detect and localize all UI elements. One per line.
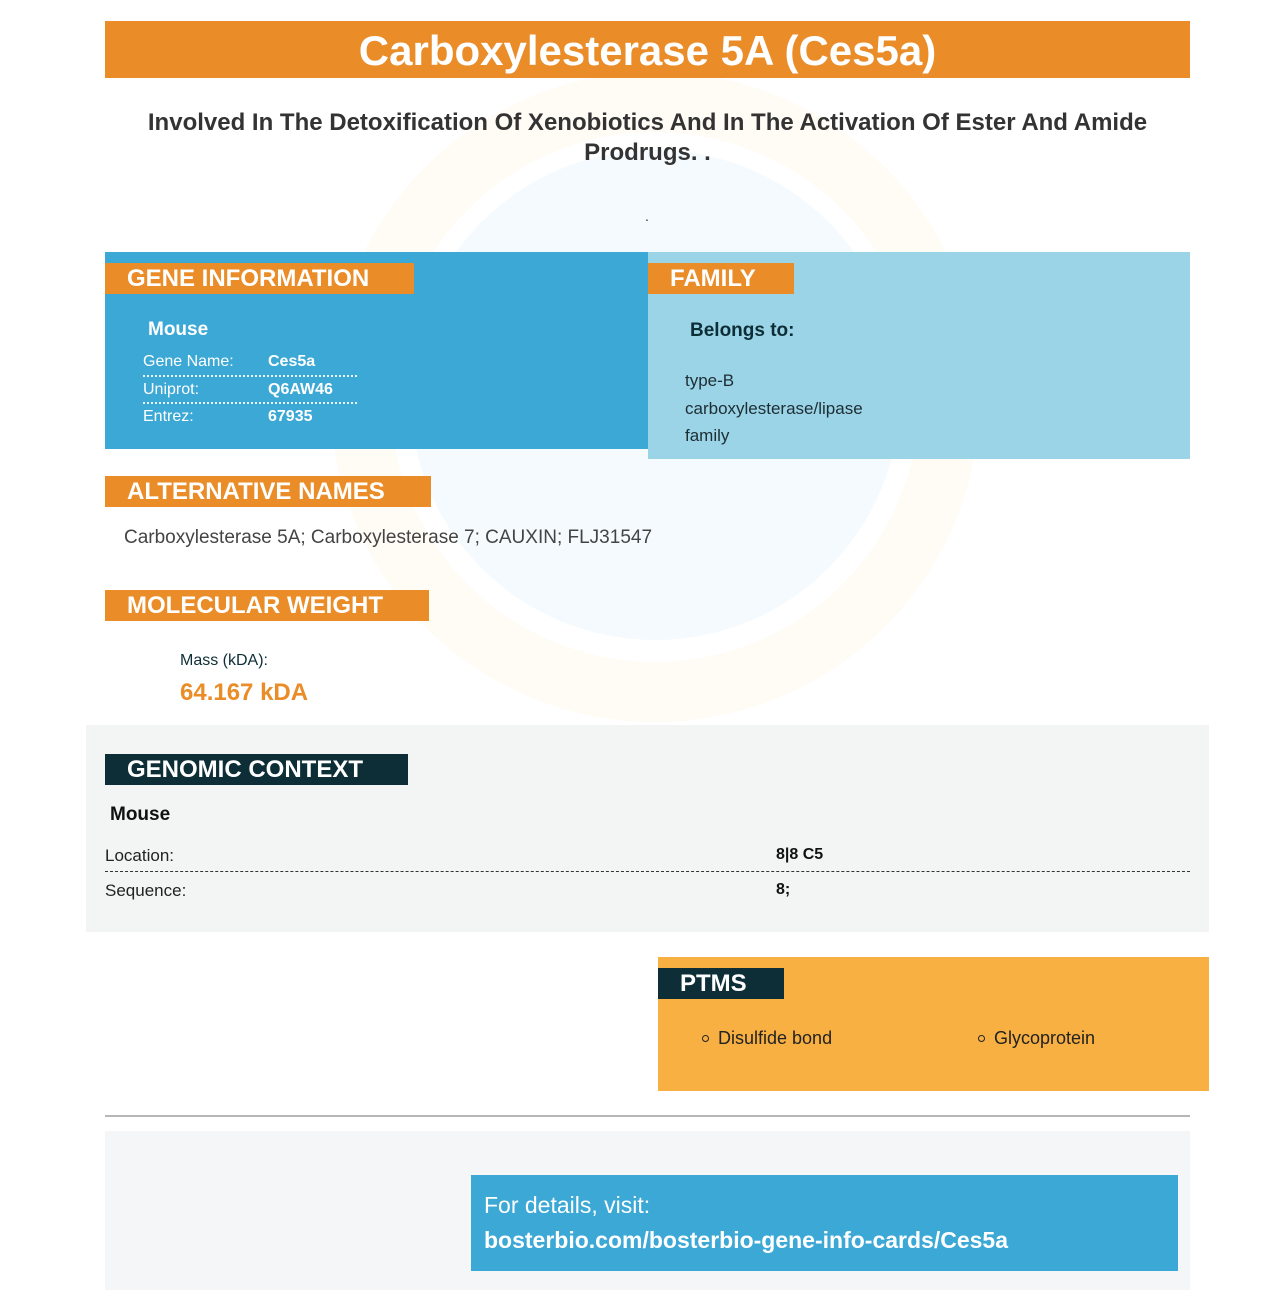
entrez-row bbox=[143, 402, 357, 429]
details-link-box[interactable] bbox=[471, 1175, 1178, 1271]
genomic-context-heading: GENOMIC CONTEXT bbox=[105, 754, 408, 785]
ptm-list-item bbox=[702, 1028, 832, 1049]
bullet-icon bbox=[978, 1035, 985, 1042]
mass-value: 64.167 kDA bbox=[180, 679, 309, 706]
alternative-names-text: Carboxylesterase 5A; Carboxylesterase 7; CAUXIN; FLJ31547 bbox=[124, 527, 653, 548]
page-title: Carboxylesterase 5A (Ces5a) bbox=[105, 21, 1190, 78]
gene-information-heading: GENE INFORMATION bbox=[105, 263, 414, 294]
ptm-label: Disulfide bond bbox=[718, 1028, 833, 1048]
gene-name-label: Gene Name: bbox=[143, 352, 234, 370]
gene-information-panel bbox=[105, 252, 648, 449]
ptms-panel bbox=[658, 957, 1209, 1091]
uniprot-row bbox=[143, 375, 357, 402]
family-panel bbox=[648, 252, 1190, 459]
divider bbox=[105, 1115, 1190, 1117]
gene-info-table bbox=[143, 348, 357, 429]
gene-name-value: Ces5a bbox=[268, 352, 316, 370]
sequence-label: Sequence: bbox=[105, 881, 187, 900]
separator-dot: . bbox=[645, 208, 649, 224]
ptms-heading: PTMS bbox=[658, 968, 784, 999]
sequence-value: 8; bbox=[776, 881, 791, 898]
details-prompt: For details, visit: bbox=[484, 1192, 651, 1218]
mass-label: Mass (kDA): bbox=[180, 652, 268, 669]
gene-name-row bbox=[143, 348, 357, 375]
ptm-label: Glycoprotein bbox=[994, 1028, 1096, 1048]
gene-species: Mouse bbox=[148, 319, 209, 340]
family-name: type-B carboxylesterase/lipase family bbox=[685, 371, 863, 445]
sequence-row bbox=[105, 873, 1190, 907]
location-value: 8|8 C5 bbox=[776, 846, 824, 863]
alternative-names-heading: ALTERNATIVE NAMES bbox=[105, 476, 431, 507]
location-row bbox=[105, 838, 1190, 872]
belongs-to-label: Belongs to: bbox=[690, 320, 795, 341]
entrez-label: Entrez: bbox=[143, 407, 194, 425]
function-summary: Involved In The Detoxification Of Xenobiotics And In The Activation Of Ester And Amide Prodrugs. . bbox=[147, 109, 1148, 166]
uniprot-label: Uniprot: bbox=[143, 380, 200, 398]
family-heading: FAMILY bbox=[648, 263, 794, 294]
details-url-link[interactable]: bosterbio.com/bosterbio-gene-info-cards/Ces5a bbox=[484, 1227, 1008, 1253]
molecular-weight-heading: MOLECULAR WEIGHT bbox=[105, 590, 429, 621]
ptm-list-item bbox=[978, 1028, 1095, 1049]
genomic-species: Mouse bbox=[110, 804, 171, 825]
location-label: Location: bbox=[105, 846, 174, 865]
entrez-value: 67935 bbox=[268, 407, 313, 425]
bullet-icon bbox=[702, 1035, 709, 1042]
uniprot-value: Q6AW46 bbox=[268, 380, 333, 398]
